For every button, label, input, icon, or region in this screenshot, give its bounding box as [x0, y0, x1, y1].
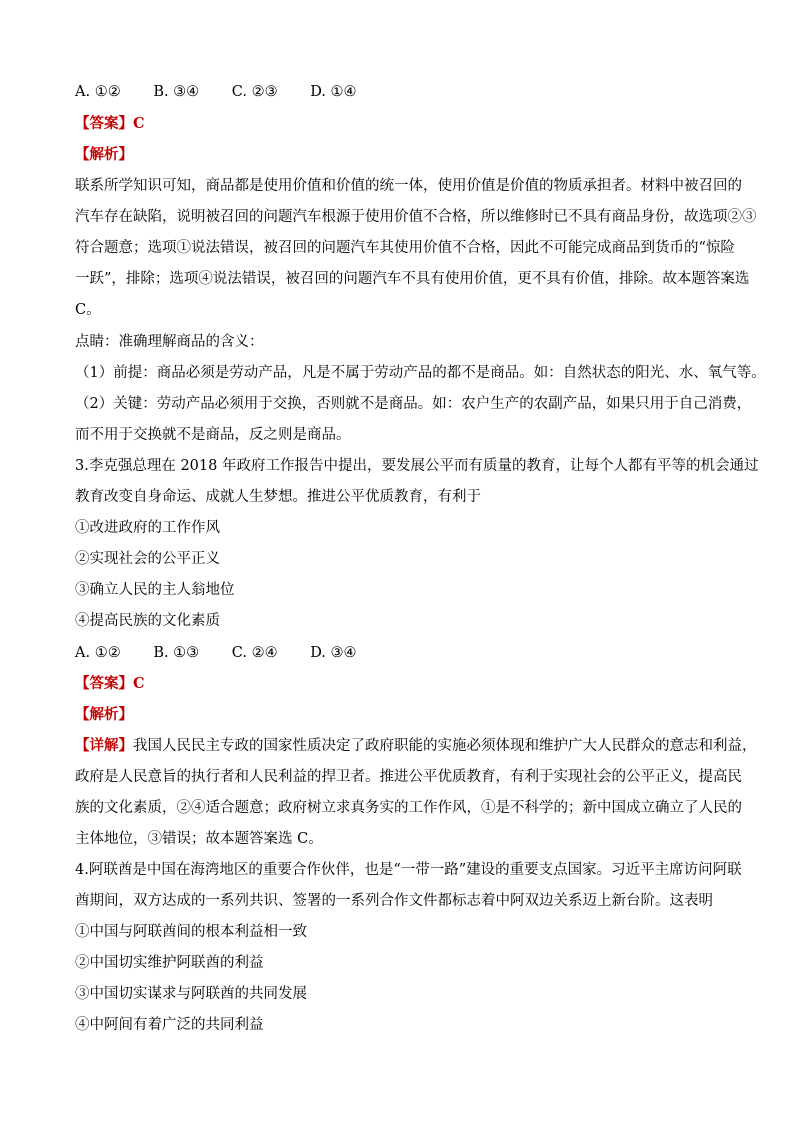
q4-option: ②中国切实维护阿联酋的利益: [75, 955, 264, 971]
q3-choice-c: C. ②④: [231, 645, 278, 661]
answer-value: C: [133, 675, 145, 692]
answer-label: 【答案】: [75, 675, 133, 692]
q3-choice-d: D. ③④: [310, 645, 357, 661]
q2-tip-item: 而不用于交换就不是商品，反之则是商品。: [75, 427, 351, 443]
q3-answer: [75, 674, 725, 694]
q3-stem-line: 3.李克强总理在 2018 年政府工作报告中提出，要发展公平而有质量的教育，让每个人都有平等的机会通过: [75, 458, 759, 474]
q2-analysis-line: 汽车存在缺陷，说明被召回的问题汽车根源于使用价值不合格，所以维修时已不具有商品身份，故选项②③: [75, 209, 757, 225]
q3-detail-line: 政府是人民意旨的执行者和人民利益的捍卫者。推进公平优质教育，有利于实现社会的公平正义，提高民: [75, 769, 742, 785]
q3-choices: [75, 643, 725, 663]
q3-option: ②实现社会的公平正义: [75, 551, 220, 567]
q2-choices: [75, 82, 725, 102]
answer-label: 【答案】: [75, 115, 133, 132]
q3-choice-b: B. ①③: [153, 645, 200, 661]
answer-value: C: [133, 115, 145, 132]
q4-option: ③中国切实谋求与阿联酋的共同发展: [75, 986, 307, 1002]
q2-tip-item: （2）关键：劳动产品必须用于交换，否则就不是商品。如：农户生产的农副产品，如果只用于自己消费，: [75, 396, 752, 412]
q3-option: ④提高民族的文化素质: [75, 613, 220, 629]
q3-choice-a: A. ①②: [75, 645, 121, 661]
q2-choice-a: A. ①②: [75, 84, 121, 100]
q2-analysis-line: 符合题意；选项①说法错误，被召回的问题汽车其使用价值不合格，因此不可能完成商品到货币的“惊险: [75, 240, 735, 256]
q3-detail-line: 【详解】我国人民民主专政的国家性质决定了政府职能的实施必须体现和维护广大人民群众的意志和利益，: [75, 737, 757, 754]
q3-detail-line: 主体地位，③错误；故本题答案选 C。: [75, 831, 323, 847]
q2-answer: [75, 114, 725, 134]
detail-label: 【详解】: [75, 737, 133, 754]
q4-option: ①中国与阿联酋间的根本利益相一致: [75, 924, 307, 940]
q2-tip-item: （1）前提：商品必须是劳动产品，凡是不属于劳动产品的都不是商品。如：自然状态的阳光、水、氧气等。: [75, 365, 766, 381]
q2-analysis-line: 一跃”，排除；选项④说法错误，被召回的问题汽车不具有使用价值，更不具有价值，排除。故本题答案选: [75, 271, 750, 287]
q2-choice-c: C. ②③: [231, 84, 278, 100]
q3-option: ①改进政府的工作作风: [75, 520, 220, 536]
q2-choice-d: D. ①④: [310, 84, 357, 100]
q2-analysis-line: 联系所学知识可知，商品都是使用价值和价值的统一体，使用价值是价值的物质承担者。材料中被召回的: [75, 178, 742, 194]
q4-option: ④中阿间有着广泛的共同利益: [75, 1017, 264, 1033]
q4-stem-line: 4.阿联酋是中国在海湾地区的重要合作伙伴，也是“一带一路”建设的重要支点国家。习近平主席访问阿联: [75, 862, 742, 878]
q3-stem-line: 教育改变自身命运、成就人生梦想。推进公平优质教育，有利于: [75, 489, 481, 505]
q3-detail-line: 族的文化素质，②④适合题意；政府树立求真务实的工作作风，①是不科学的；新中国成立确立了人民的: [75, 800, 742, 816]
q2-choice-b: B. ③④: [153, 84, 200, 100]
q2-tip-title: 点睛：准确理解商品的含义：: [75, 334, 264, 350]
q2-analysis-label: 【解析】: [75, 146, 133, 163]
q4-stem-line: 酋期间，双方达成的一系列共识、签署的一系列合作文件都标志着中阿双边关系迈上新台阶。这表明: [75, 893, 713, 909]
q3-analysis-label: 【解析】: [75, 706, 133, 723]
q3-option: ③确立人民的主人翁地位: [75, 582, 235, 598]
q2-analysis-line: C。: [75, 302, 101, 318]
